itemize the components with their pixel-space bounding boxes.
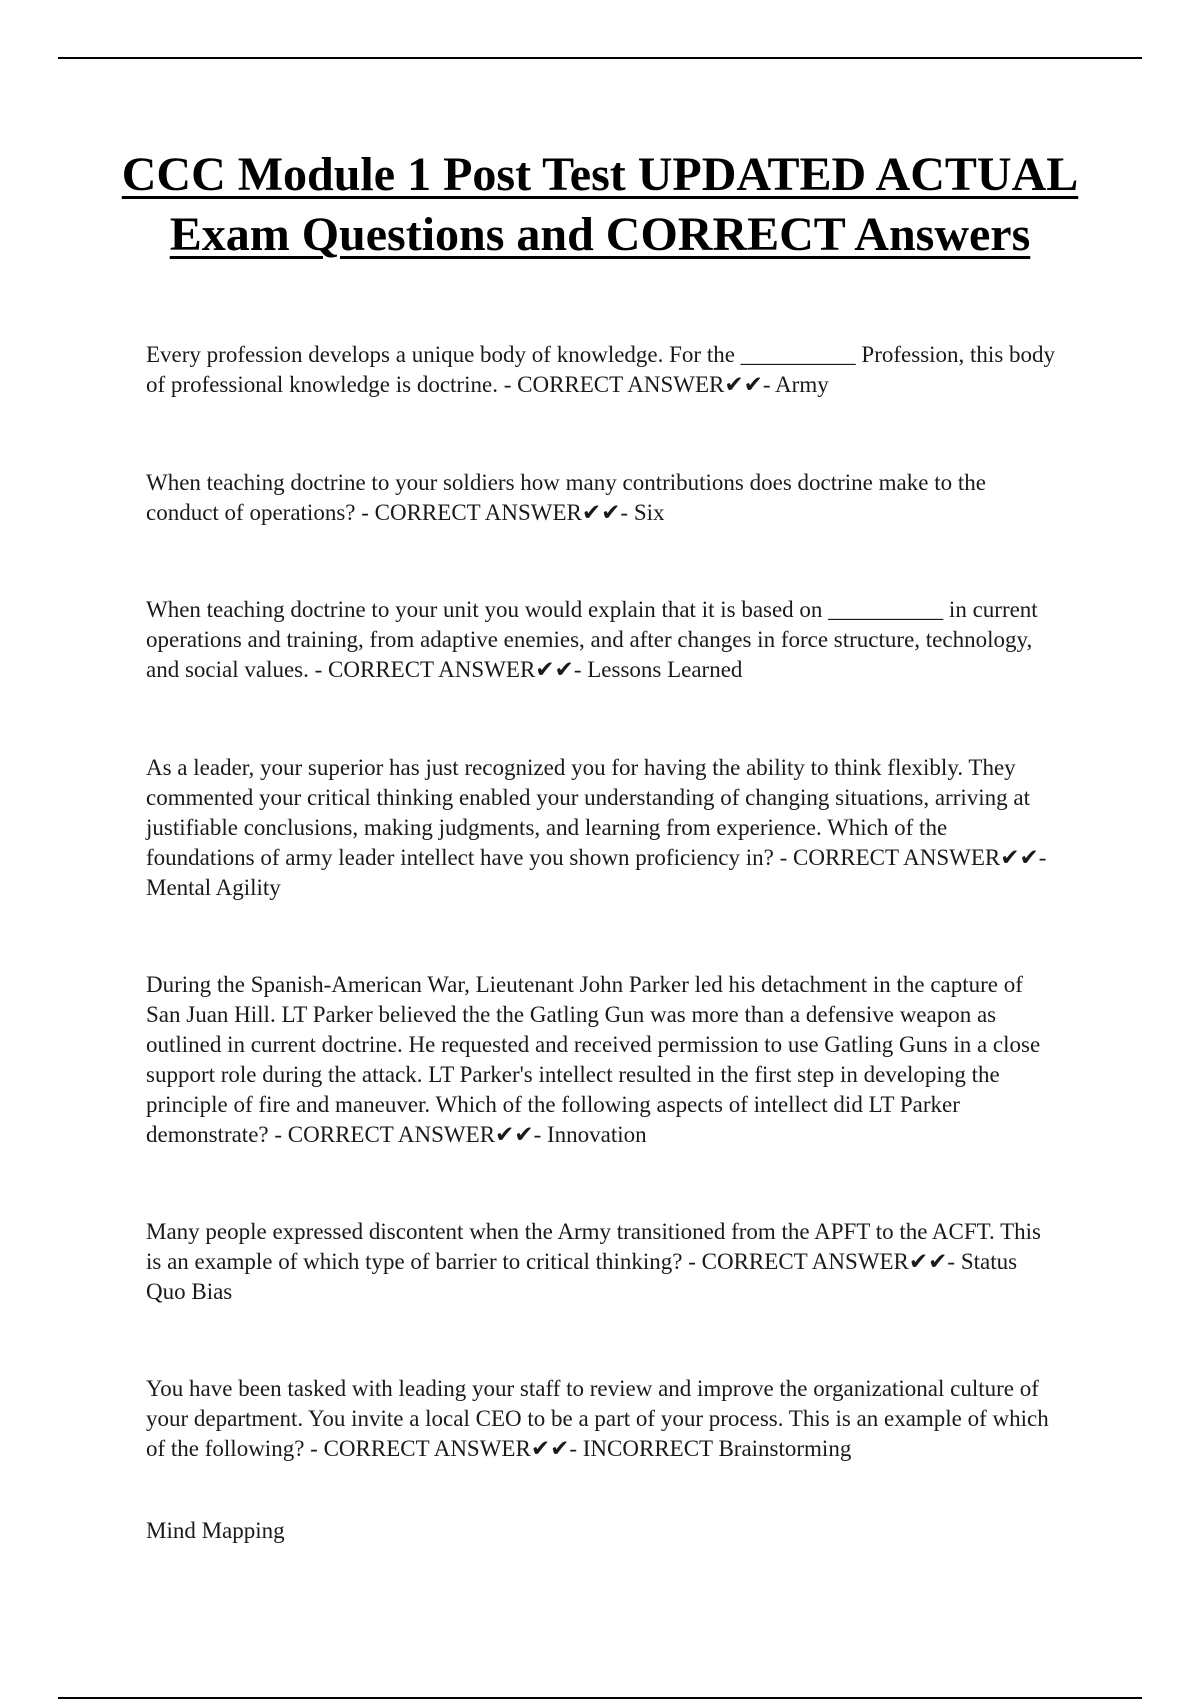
bottom-rule [58,1697,1142,1699]
answer-text: Lessons Learned [587,657,743,682]
correct-answer-marker: - CORRECT ANSWER✔✔- [682,1249,961,1274]
qa-item-7 [146,1374,1056,1464]
question-text: When teaching doctrine to your soldiers how many contributions does doctrine make to the conduct of operations? [146,470,986,525]
qa-item-3 [146,595,1056,685]
answer-text: INCORRECT Brainstorming [582,1436,852,1461]
question-text: You have been tasked with leading your staff to review and improve the organizational culture of your department. You invite a local CEO to be a part of your process. This is an example of which of the following? [146,1376,1049,1461]
correct-answer-marker: - CORRECT ANSWER✔✔- [355,500,634,525]
question-text: Every profession develops a unique body of knowledge. For the __________ Profession, this body of professional knowledge is doctrine. [146,342,1056,397]
correct-answer-marker: - CORRECT ANSWER✔✔- [497,372,776,397]
qa-item-2 [146,468,1056,528]
correct-answer-marker: - CORRECT ANSWER✔✔- [304,1436,583,1461]
question-text: When teaching doctrine to your unit you would explain that it is based on __________ in current operations and training, from adaptive enemies, and after changes in force structure, technology, and social values. [146,597,1038,682]
question-text: During the Spanish-American War, Lieutenant John Parker led his detachment in the capture of San Juan Hill. LT Parker believed the the Gatling Gun was more than a defensive weapon as outlined in current doctrine. He requested and received permission to use Gatling Guns in a close support role during the attack. LT Parker's intellect resulted in the first step in developing the principle of fire and maneuver. Which of the following aspects of intellect did LT Parker demonstrate? [146,972,1041,1147]
answer-text: Army [775,372,829,397]
answer-text: Status Quo Bias [146,1249,1018,1304]
answer-text: Six [633,500,665,525]
qa-item-1 [146,340,1056,400]
answer-text: Mental Agility [146,875,281,900]
extra-answer-line: Mind Mapping [146,1518,285,1543]
correct-answer-marker: - CORRECT ANSWER✔✔- [773,845,1047,870]
top-rule [58,57,1142,59]
qa-item-4 [146,753,1056,903]
qa-item-6 [146,1217,1056,1307]
question-text: Many people expressed discontent when the Army transitioned from the APFT to the ACFT. This is an example of which type of barrier to critical thinking? [146,1219,1041,1274]
correct-answer-marker: - CORRECT ANSWER✔✔- [308,657,588,682]
correct-answer-marker: - CORRECT ANSWER✔✔- [268,1122,547,1147]
document-title: CCC Module 1 Post Test UPDATED ACTUAL Exam Questions and CORRECT Answers [121,148,1079,261]
answer-text: Innovation [546,1122,647,1147]
qa-item-5 [146,970,1056,1150]
question-text: As a leader, your superior has just recognized you for having the ability to think flexibly. They commented your critical thinking enabled your understanding of changing situations, arriving at justifiable conclusions, making judgments, and learning from experience. Which of the foundations of army leader intellect have you shown proficiency in? [146,755,1030,870]
